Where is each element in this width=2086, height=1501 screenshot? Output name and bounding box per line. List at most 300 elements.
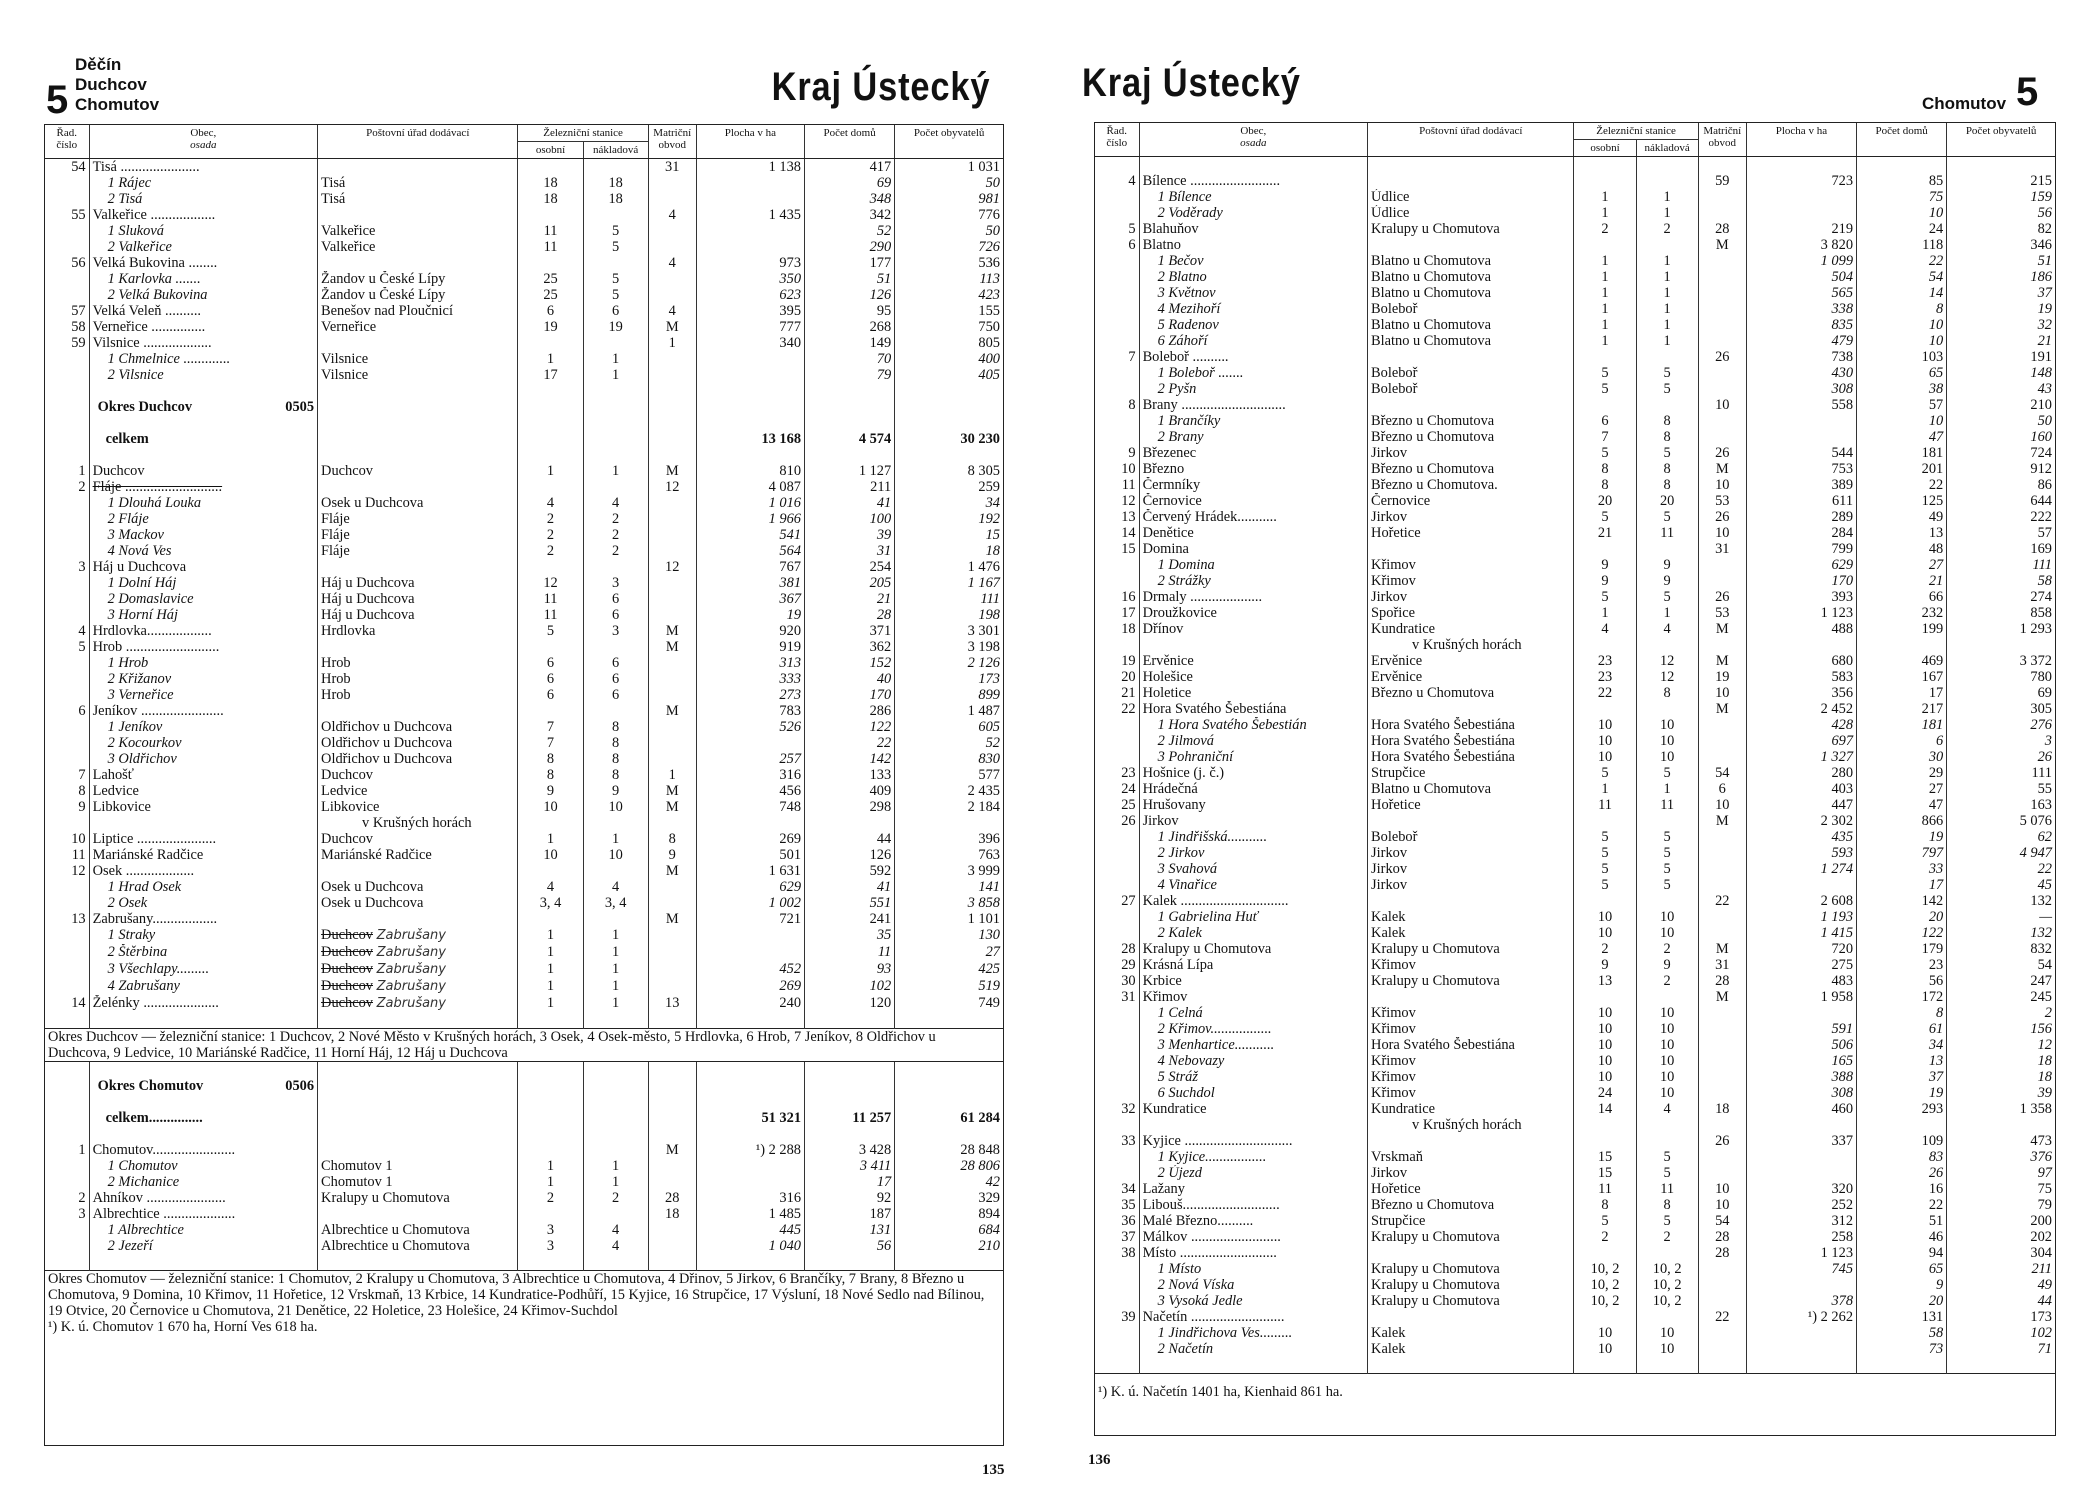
- post-office: [318, 911, 518, 927]
- municipality-name: 2 Domaslavice: [89, 591, 317, 607]
- station-passenger: 3: [518, 1222, 583, 1238]
- row-number: 9: [78, 799, 86, 815]
- population: 56: [1947, 205, 2055, 221]
- row-number: [1095, 301, 1139, 317]
- registry-district: [1698, 573, 1746, 589]
- row-number: [1095, 909, 1139, 925]
- station-freight: 8: [1636, 477, 1698, 493]
- house-count: 38: [1857, 381, 1947, 397]
- registry-district: [1698, 253, 1746, 269]
- railway-note: Okres Duchcov — železniční stanice: 1 Duchcov, 2 Nové Město v Krušných horách, 3 Osek, 4 Osek-město, 5 Hrdlovka, 6 Hrob, 7 Jeníkov, 8 Oldřichov u Duchcova, 9 Ledvice, 10 Mariánské Radčice, 11 Horní Háj, 12 Háj u Duchcova: [45, 1029, 1003, 1062]
- row-number: [1095, 845, 1139, 861]
- post-office: Vrskmaň: [1368, 1149, 1574, 1165]
- area-ha: 2 452: [1746, 701, 1856, 717]
- row-number: [1095, 1261, 1139, 1277]
- registry-district: M: [1698, 813, 1746, 829]
- row-number: 10: [71, 831, 86, 847]
- settlement-row: [1095, 253, 2055, 269]
- station-freight: 5: [1636, 1213, 1698, 1229]
- post-office: [318, 639, 518, 655]
- station-passenger: 10: [1574, 1053, 1636, 1069]
- col-matricni: Matriční obvod: [1698, 123, 1746, 157]
- registry-district: 12: [648, 479, 696, 495]
- population: 684: [895, 1222, 1003, 1238]
- station-passenger: [1574, 1133, 1636, 1149]
- municipality-name: 1 Karlovka .......: [89, 271, 317, 287]
- registry-district: [648, 223, 696, 239]
- population: 3 858: [895, 895, 1003, 911]
- post-office: Valkeřice: [318, 223, 518, 239]
- population: 192: [895, 511, 1003, 527]
- settlement-row: [1095, 1005, 2055, 1021]
- col-posta: Poštovní úřad dodávací: [318, 125, 518, 159]
- okres-heading: Okres Chomutov 0506: [45, 1078, 1003, 1094]
- post-office: Strupčice: [1368, 765, 1574, 781]
- settlement-row: [45, 961, 1003, 978]
- row-number: [45, 527, 89, 543]
- area-ha: 783: [696, 703, 804, 719]
- area-ha: 219: [1746, 221, 1856, 237]
- post-office: Křimov: [1368, 1021, 1574, 1037]
- municipality-name: Velká Veleň ..........: [89, 303, 317, 319]
- settlement-row: [45, 751, 1003, 767]
- settlement-row: [45, 719, 1003, 735]
- registry-district: 19: [1698, 669, 1746, 685]
- station-freight: 3: [583, 575, 648, 591]
- registry-district: 26: [1698, 1133, 1746, 1149]
- registry-district: 9: [648, 847, 696, 863]
- station-passenger: 17: [518, 367, 583, 383]
- table-header: [1095, 123, 2055, 140]
- municipality-name: 1 Dlouhá Louka: [89, 495, 317, 511]
- area-ha: [696, 735, 804, 751]
- population: 2 435: [895, 783, 1003, 799]
- row-number: 25: [1121, 797, 1136, 813]
- house-count: 66: [1857, 589, 1947, 605]
- station-freight: 1: [1636, 205, 1698, 221]
- post-office: Duchcov: [318, 767, 518, 783]
- post-office: Libkovice: [318, 799, 518, 815]
- area-ha: 338: [1746, 301, 1856, 317]
- population: 186: [1947, 269, 2055, 285]
- area-ha: 389: [1746, 477, 1856, 493]
- row-number: [45, 735, 89, 751]
- municipality-name: Háj u Duchcova: [89, 559, 317, 575]
- population: 18: [895, 543, 1003, 559]
- municipality-name: 2 Pyšn: [1139, 381, 1367, 397]
- house-count: 21: [805, 591, 895, 607]
- post-office: Mariánské Radčice: [318, 847, 518, 863]
- population: 75: [1947, 1181, 2055, 1197]
- area-ha: [1746, 1341, 1856, 1357]
- station-freight: [583, 207, 648, 223]
- registry-district: [648, 1174, 696, 1190]
- municipality-name: Velká Bukovina ........: [89, 255, 317, 271]
- post-office: Albrechtice u Chomutova: [318, 1238, 518, 1254]
- station-passenger: 10, 2: [1574, 1293, 1636, 1309]
- station-freight: 4: [1636, 621, 1698, 637]
- station-freight: [1636, 541, 1698, 557]
- area-ha: [1746, 1005, 1856, 1021]
- house-count: 22: [805, 735, 895, 751]
- post-office: Duchcov: [318, 463, 518, 479]
- population: 27: [895, 944, 1003, 961]
- population: 4 947: [1947, 845, 2055, 861]
- registry-district: 31: [1698, 957, 1746, 973]
- municipality-name: 5 Stráž: [1139, 1069, 1367, 1085]
- station-passenger: 19: [518, 319, 583, 335]
- area-ha: 1 631: [696, 863, 804, 879]
- municipality-name: 3 Svahová: [1139, 861, 1367, 877]
- row-number: 1: [78, 463, 86, 479]
- municipality-row: [45, 559, 1003, 575]
- post-office: Březno u Chomutova: [1368, 685, 1574, 701]
- station-passenger: 18: [518, 175, 583, 191]
- station-freight: [583, 255, 648, 271]
- station-passenger: [518, 911, 583, 927]
- post-office: Křimov: [1368, 1085, 1574, 1101]
- registry-district: M: [1698, 701, 1746, 717]
- col-nakladova: nákladová: [583, 142, 648, 159]
- house-count: 342: [805, 207, 895, 223]
- municipality-row: [1095, 493, 2055, 509]
- station-passenger: 20: [1574, 493, 1636, 509]
- row-number: 7: [78, 767, 86, 783]
- area-ha: 483: [1746, 973, 1856, 989]
- district-name: Chomutov: [1922, 94, 2007, 113]
- area-ha: 316: [696, 1190, 804, 1206]
- station-freight: 5: [1636, 861, 1698, 877]
- population: —: [1947, 909, 2055, 925]
- area-ha: [1746, 189, 1856, 205]
- population: 113: [895, 271, 1003, 287]
- right-page: [1060, 0, 2086, 1501]
- post-office-struck: Duchcov: [321, 927, 373, 943]
- area-ha: 1 966: [696, 511, 804, 527]
- col-obec: Obec, osada: [89, 125, 317, 159]
- population: 173: [1947, 1309, 2055, 1325]
- population: 43: [1947, 381, 2055, 397]
- municipality-row: [1095, 1309, 2055, 1325]
- house-count: 56: [805, 1238, 895, 1254]
- station-freight: 5: [1636, 829, 1698, 845]
- station-passenger: [518, 863, 583, 879]
- station-freight: 1: [1636, 605, 1698, 621]
- municipality-name: 1 Chomutov: [89, 1158, 317, 1174]
- post-office: Hořetice: [1368, 1181, 1574, 1197]
- area-ha: [696, 927, 804, 944]
- area-ha: 312: [1746, 1213, 1856, 1229]
- population: 82: [1947, 221, 2055, 237]
- population: 49: [1947, 1277, 2055, 1293]
- population: 832: [1947, 941, 2055, 957]
- registry-district: [648, 815, 696, 831]
- post-office: [318, 255, 518, 271]
- population: 981: [895, 191, 1003, 207]
- station-freight: 8: [1636, 685, 1698, 701]
- settlement-row: [45, 607, 1003, 623]
- station-freight: 3, 4: [583, 895, 648, 911]
- row-number: [45, 687, 89, 703]
- municipality-name: 1 Domina: [1139, 557, 1367, 573]
- post-office: Fláje: [318, 527, 518, 543]
- municipality-name: 1 Místo: [1139, 1261, 1367, 1277]
- row-number: [45, 543, 89, 559]
- registry-district: [648, 671, 696, 687]
- settlement-row: [45, 527, 1003, 543]
- municipality-name: Valkeřice ..................: [89, 207, 317, 223]
- registry-district: 10: [1698, 1197, 1746, 1213]
- station-passenger: 6: [518, 655, 583, 671]
- population: 39: [1947, 1085, 2055, 1101]
- station-freight: 8: [1636, 1197, 1698, 1213]
- area-ha: 777: [696, 319, 804, 335]
- station-passenger: [1574, 989, 1636, 1005]
- station-passenger: 11: [518, 591, 583, 607]
- row-number: 6: [78, 703, 86, 719]
- station-freight: [583, 639, 648, 655]
- population: 28 848: [895, 1142, 1003, 1158]
- area-ha: [1746, 1277, 1856, 1293]
- area-ha: 629: [1746, 557, 1856, 573]
- settlement-row: [45, 511, 1003, 527]
- settlement-row: [1095, 557, 2055, 573]
- station-freight: 10: [1636, 749, 1698, 765]
- row-number: [45, 944, 89, 961]
- registry-district: [1698, 749, 1746, 765]
- municipality-name: 3 Mackov: [89, 527, 317, 543]
- population: 86: [1947, 477, 2055, 493]
- station-freight: 4: [583, 1222, 648, 1238]
- registry-district: 28: [648, 1190, 696, 1206]
- station-passenger: [518, 815, 583, 831]
- station-passenger: 10: [1574, 909, 1636, 925]
- municipality-row: [45, 335, 1003, 351]
- registry-district: 4: [648, 207, 696, 223]
- municipality-name: Lažany: [1139, 1181, 1367, 1197]
- station-passenger: 1: [1574, 253, 1636, 269]
- row-number: 38: [1121, 1245, 1136, 1261]
- station-passenger: 2: [1574, 1229, 1636, 1245]
- population: 3 198: [895, 639, 1003, 655]
- post-office: Hořetice: [1368, 797, 1574, 813]
- house-count: 211: [805, 479, 895, 495]
- registry-district: M: [648, 799, 696, 815]
- post-office: [318, 703, 518, 719]
- row-number: 8: [1128, 397, 1136, 413]
- post-office: Kralupy u Chomutova: [1368, 1229, 1574, 1245]
- col-osobni: osobní: [1574, 140, 1636, 157]
- house-count: 348: [805, 191, 895, 207]
- population: 141: [895, 879, 1003, 895]
- okres-heading: Okres Duchcov 0505: [45, 399, 1003, 415]
- settlement-row: [45, 978, 1003, 995]
- house-count: 371: [805, 623, 895, 639]
- registry-district: [648, 591, 696, 607]
- municipality-row: [1095, 1213, 2055, 1229]
- row-number: [45, 607, 89, 623]
- municipality-name: 2 Křimov.................: [1139, 1021, 1367, 1037]
- registry-district: [1698, 317, 1746, 333]
- population: 1 358: [1947, 1101, 2055, 1117]
- post-office: [318, 479, 518, 495]
- station-freight: 10: [583, 847, 648, 863]
- house-count: 118: [1857, 237, 1947, 253]
- registry-district: 53: [1698, 493, 1746, 509]
- station-passenger: 10: [1574, 1325, 1636, 1341]
- municipality-name: Mariánské Radčice: [89, 847, 317, 863]
- station-freight: 6: [583, 607, 648, 623]
- municipality-name: Dřínov: [1139, 621, 1367, 637]
- municipality-name: 1 Jindřichova Ves.........: [1139, 1325, 1367, 1341]
- area-ha: 745: [1746, 1261, 1856, 1277]
- post-office: Žandov u České Lípy: [318, 287, 518, 303]
- municipality-name: Fláje ...........................: [89, 479, 317, 495]
- municipality-name: Málkov .........................: [1139, 1229, 1367, 1245]
- house-count: 10: [1857, 317, 1947, 333]
- settlement-row: [1095, 845, 2055, 861]
- settlement-row: [1095, 733, 2055, 749]
- registry-district: [648, 927, 696, 944]
- house-count: 22: [1857, 477, 1947, 493]
- post-office: Hrob: [318, 687, 518, 703]
- settlement-row: [1095, 317, 2055, 333]
- post-office: Jirkov: [1368, 877, 1574, 893]
- municipality-name: Chomutov.......................: [89, 1142, 317, 1158]
- settlement-row: [1095, 1053, 2055, 1069]
- station-freight: [1636, 701, 1698, 717]
- station-passenger: 11: [1574, 797, 1636, 813]
- area-ha: [696, 1158, 804, 1174]
- row-number: 34: [1121, 1181, 1136, 1197]
- post-office: Blatno u Chomutova: [1368, 333, 1574, 349]
- house-count: 170: [805, 687, 895, 703]
- row-number: [45, 815, 89, 831]
- municipality-row: [1095, 941, 2055, 957]
- station-passenger: 10: [518, 799, 583, 815]
- post-office: Fláje: [318, 543, 518, 559]
- municipality-row: [1095, 653, 2055, 669]
- municipality-name: 1 Sluková: [89, 223, 317, 239]
- area-ha: ¹) 2 288: [696, 1142, 804, 1158]
- row-number: [45, 367, 89, 383]
- station-freight: [583, 703, 648, 719]
- registry-district: [1698, 333, 1746, 349]
- population: 69: [1947, 685, 2055, 701]
- station-passenger: 4: [518, 879, 583, 895]
- post-office: Křimov: [1368, 1053, 1574, 1069]
- station-passenger: 1: [518, 995, 583, 1012]
- area-ha: 269: [696, 831, 804, 847]
- post-office: Boleboř: [1368, 381, 1574, 397]
- station-passenger: 10: [1574, 749, 1636, 765]
- station-passenger: 1: [518, 351, 583, 367]
- post-office: Blatno u Chomutova: [1368, 253, 1574, 269]
- station-passenger: [518, 1206, 583, 1222]
- registry-district: 8: [648, 831, 696, 847]
- spacer: [1095, 157, 2055, 174]
- area-ha: 333: [696, 671, 804, 687]
- house-count: 46: [1857, 1229, 1947, 1245]
- municipality-row: [45, 1190, 1003, 1206]
- municipality-row: [1095, 221, 2055, 237]
- station-freight: 10, 2: [1636, 1261, 1698, 1277]
- station-freight: 10: [1636, 1069, 1698, 1085]
- station-passenger: 10: [1574, 733, 1636, 749]
- station-passenger: [518, 479, 583, 495]
- settlement-row: [1095, 269, 2055, 285]
- station-freight: 11: [1636, 797, 1698, 813]
- station-freight: [1636, 1309, 1698, 1325]
- municipality-row: [1095, 1229, 2055, 1245]
- registry-district: [648, 1238, 696, 1254]
- area-ha: 565: [1746, 285, 1856, 301]
- municipality-name: Křimov: [1139, 989, 1367, 1005]
- house-count: 44: [805, 831, 895, 847]
- row-number: 33: [1121, 1133, 1136, 1149]
- area-ha: 810: [696, 463, 804, 479]
- area-ha: 767: [696, 559, 804, 575]
- row-number: [1095, 253, 1139, 269]
- station-passenger: 10: [1574, 1005, 1636, 1021]
- municipality-row: [1095, 461, 2055, 477]
- population: 12: [1947, 1037, 2055, 1053]
- settlement-row: [1095, 189, 2055, 205]
- registry-district: M: [648, 783, 696, 799]
- population: 132: [1947, 893, 2055, 909]
- registry-district: 10: [1698, 477, 1746, 493]
- post-office: Jirkov: [1368, 509, 1574, 525]
- station-passenger: 10: [1574, 1069, 1636, 1085]
- station-freight: 10: [1636, 909, 1698, 925]
- station-freight: 19: [583, 319, 648, 335]
- handwritten-correction: Zabrušany: [376, 996, 446, 1011]
- municipality-name: 1 Jindřišská...........: [1139, 829, 1367, 845]
- house-count: 3 411: [805, 1158, 895, 1174]
- station-passenger: 8: [1574, 477, 1636, 493]
- station-freight: 2: [1636, 973, 1698, 989]
- row-number: [1095, 413, 1139, 429]
- area-ha: 591: [1746, 1021, 1856, 1037]
- area-ha: 165: [1746, 1053, 1856, 1069]
- registry-district: [1698, 1053, 1746, 1069]
- register-table: [45, 125, 1003, 1335]
- registry-district: 53: [1698, 605, 1746, 621]
- population: 519: [895, 978, 1003, 995]
- area-ha: 275: [1746, 957, 1856, 973]
- station-passenger: 23: [1574, 669, 1636, 685]
- post-office: Křimov: [1368, 573, 1574, 589]
- area-ha: 403: [1746, 781, 1856, 797]
- station-freight: [1636, 637, 1698, 653]
- area-ha: 479: [1746, 333, 1856, 349]
- population: 780: [1947, 669, 2055, 685]
- municipality-row: [1095, 173, 2055, 189]
- municipality-row: [45, 623, 1003, 639]
- station-passenger: [1574, 541, 1636, 557]
- area-ha: 435: [1746, 829, 1856, 845]
- municipality-row: [1095, 637, 2055, 653]
- station-passenger: [518, 639, 583, 655]
- municipality-name: 2 Michanice: [89, 1174, 317, 1190]
- population: 274: [1947, 589, 2055, 605]
- col-zel: Železniční stanice: [1574, 123, 1698, 140]
- settlement-row: [1095, 413, 2055, 429]
- station-freight: 1: [1636, 269, 1698, 285]
- registry-district: M: [1698, 461, 1746, 477]
- post-office: Kralupy u Chomutova: [1368, 941, 1574, 957]
- station-passenger: 7: [1574, 429, 1636, 445]
